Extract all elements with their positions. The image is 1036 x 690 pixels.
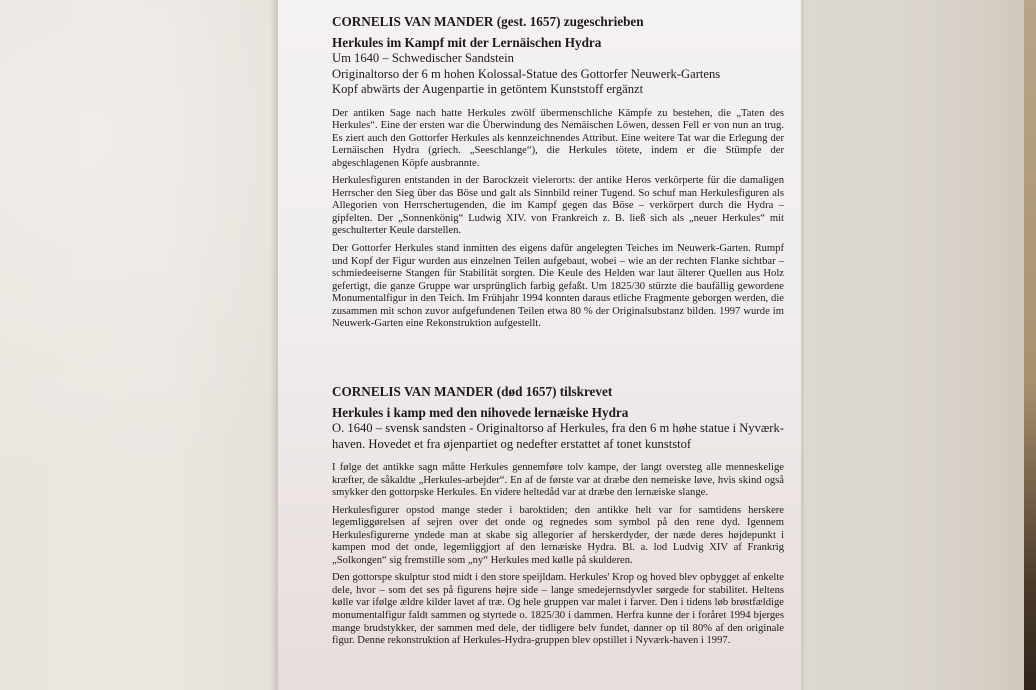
paragraph-de-2: Herkulesfiguren entstanden in der Barockzeit vielerorts: der antike Heros verkörperte für die damaligen Herrscher den Sieg über das Böse und galt als Sinnbild reiner Tugend. So schuf man Herkulesfiguren als Allegorien von Herrschertugenden, die im Kampf gegen das Böse – verkörpert durch die Hydra – gipfelten. Der „Sonnenkönig“ Ludwig XIV. von Frankreich z. B. ließ sich als „neuer Herkules“ mit geschulterter Keule darstellen. [332,175,784,237]
artist-heading-de: CORNELIS VAN MANDER (gest. 1657) zugeschrieben [332,14,644,29]
artwork-title-da: Herkules i kamp med den nihovede lernæiske Hydra [332,405,629,420]
plaque-edge [801,0,804,690]
artist-heading-da: CORNELIS VAN MANDER (død 1657) tilskrevet [332,384,613,399]
paragraph-da-1: I følge det antikke sagn måtte Herkules gennemføre tolv kampe, der langt oversteg alle menneskelige kræfter, de såkaldte „Herkules-arbejder“. En af de første var at dræbe den nemeiske løve, hvis skind også smykker den gottorpske Herkules. En videre heltedåd var at dræbe den lernæiske slange. [332,462,784,499]
wall-left [0,0,278,690]
wall-right [803,0,1036,690]
artwork-restoration-de: Kopf abwärts der Augenpartie in getöntem Kunststoff ergänzt [332,82,644,96]
artwork-meta-da: O. 1640 – svensk sandsten - Originaltorso af Herkules, fra den 6 m høhe statue i Nyværk-haven. Hovedet et fra øjenpartiet og nedefter erstattet af tonet kunststof [332,421,784,451]
plaque-shadow [270,0,278,690]
artwork-date-material-de: Um 1640 – Schwedischer Sandstein [332,51,514,65]
paragraph-de-1: Der antiken Sage nach hatte Herkules zwölf übermenschliche Kämpfe zu bestehen, die „Taten des Herkules“. Eine der ersten war die Überwindung des Nemäischen Löwen, dessen Fell er von nun an trug. Es ziert auch den Gottorfer Herkules als kennzeichnendes Attribut. Eine weitere Tat war die Erlegung der Lernäischen Hydra (griech. „Seeschlange“), die Herkules tötete, indem er die Stümpfe der abgeschlagenen Köpfe ausbrannte. [332,107,784,169]
artwork-title-de: Herkules im Kampf mit der Lernäischen Hydra [332,35,602,50]
paragraph-da-2: Herkulesfigurer opstod mange steder i baroktiden; den antikke helt var for samtidens herskere legemliggørelsen af sejren over det onde og regnedes som symbol på den rene dyd. Igennem Herkulesfigurerne yndede man at skabe sig allegorier af herskerdyder, der næde deres højdepunkt i kampen mod det onde, legemliggjort af den lernæiske Hydra. Bl. a. lod Ludvig XIV af Frankrig „Solkongen“ sig fremstille som „ny“ Herkules med kølle på skulderen. [332,504,784,566]
museum-label-plaque [278,0,803,690]
artwork-origin-de: Originaltorso der 6 m hohen Kolossal-Statue des Gottorfer Neuwerk-Gartens [332,66,721,81]
german-section [332,14,784,331]
paragraph-de-3: Der Gottorfer Herkules stand inmitten des eigens dafür angelegten Teiches im Neuwerk-Garten. Rumpf und Kopf der Figur wurden aus einzelnen Teilen aufgebaut, wobei – wie an der rechten Flanke sichtbar – schmiedeeiserne Stangen für Stabilität sorgten. Die Keule des Helden war laut älterer Quellen aus Holz gefertigt, die ganze Gruppe war ursprünglich farbig gefaßt. Um 1825/30 stürzte die baufällig gewordene Monumentalfigur in den Teich. Im Frühjahr 1994 konnten daraus etliche Fragmente geborgen werden, die zusammen mit schon zuvor aufgefundenen Teilen etwa 80 % der Originalsubstanz bilden. 1997 wurde im Neuwerk-Garten eine Rekonstruktion aufgestellt. [332,242,784,330]
danish-section [332,384,784,648]
paragraph-da-3: Den gottorspe skulptur stod midt i den store speijldam. Herkules' Krop og hoved blev opbygget af enkelte dele, hvor – som det ses på figurens højre side – lange smedejernsdyvler sørgede for stabilitet. Heltens kølle var ifølge ældre kilder lavet af træ. Og hele gruppen var malet i farver. Den i tidens løb brøstfældige monumentalfigur faldt sammen og styrtede o. 1825/30 i dammen. Herfra kunne der i foråret 1994 bjerges mange brudstykker, der sammen med dele, der tidligere belv fundet, danner op til 80% af den originale figur. Denne rekonstruktion af Herkules-Hydra-gruppen blev opstillet i Nyværk-haven i 1997. [332,572,784,647]
frame-edge [1024,0,1036,690]
